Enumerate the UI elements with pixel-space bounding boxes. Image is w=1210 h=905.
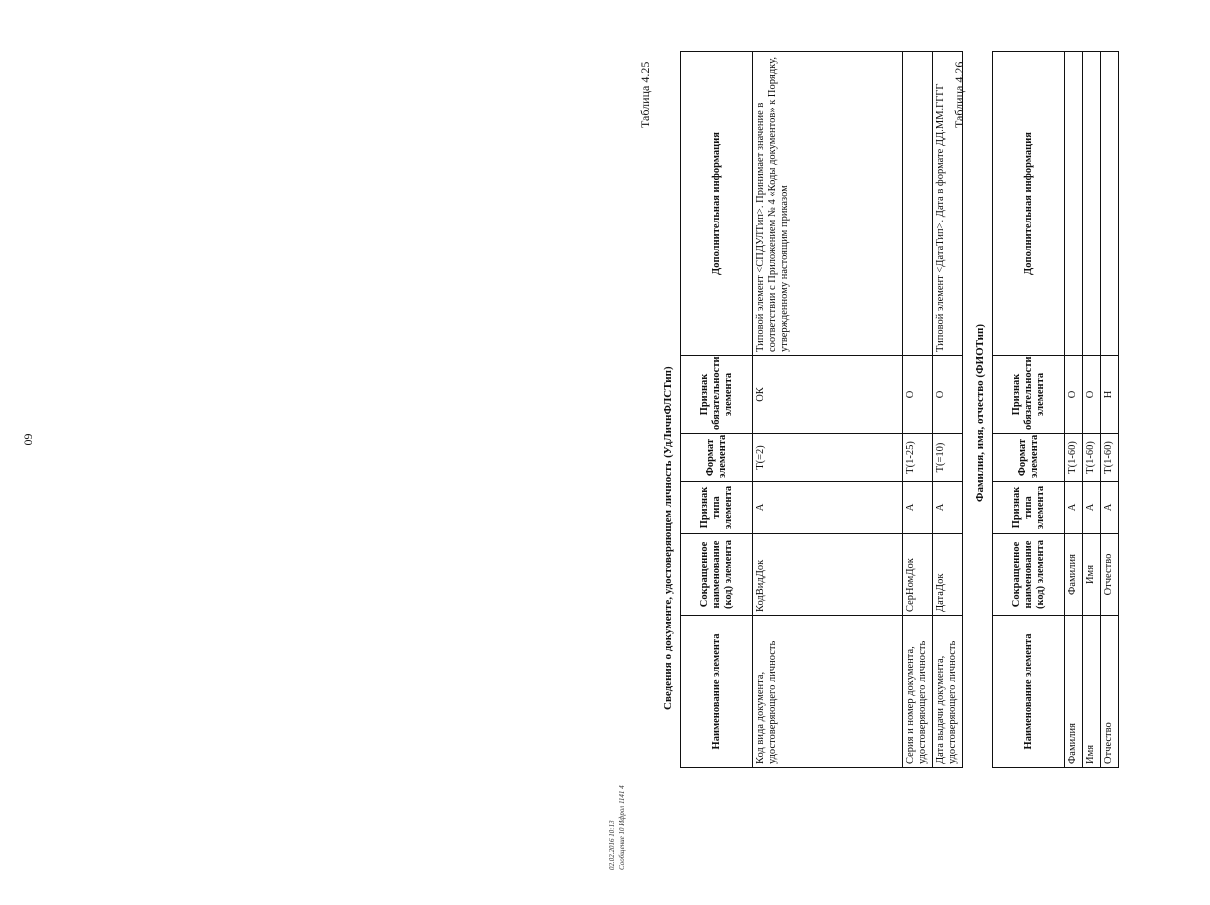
header-info: Дополнительная информация [993, 52, 1065, 356]
cell-format: Т(1-60) [1065, 434, 1083, 482]
cell-required: О [1083, 356, 1101, 434]
stamp-line-2: Сообщение 10 Ифрол 1141 4 [618, 785, 626, 870]
header-required: Признак обязательности элемента [993, 356, 1065, 434]
cell-type: А [903, 482, 933, 534]
cell-format: Т(=10) [933, 434, 963, 482]
header-required: Признак обязательности элемента [681, 356, 753, 434]
cell-code: Фамилия [1065, 534, 1083, 616]
cell-format: Т(1-25) [903, 434, 933, 482]
cell-format: Т(1-60) [1101, 434, 1119, 482]
cell-type: А [753, 482, 903, 534]
header-format: Формат элемента [681, 434, 753, 482]
table-header-row [681, 52, 753, 768]
header-name: Наименование элемента [993, 616, 1065, 768]
cell-format: Т(1-60) [1083, 434, 1101, 482]
cell-name: Дата выдачи документа, удостоверяющего личность [933, 616, 963, 768]
header-code: Сокращенное наименование (код) элемента [681, 534, 753, 616]
cell-name: Отчество [1101, 616, 1119, 768]
rotated-content [630, 40, 1210, 840]
cell-code: СерНомДок [903, 534, 933, 616]
cell-required: О [933, 356, 963, 434]
cell-name: Серия и номер документа, удостоверяющего личность [903, 616, 933, 768]
cell-type: А [1065, 482, 1083, 534]
cell-required: О [903, 356, 933, 434]
cell-type: А [933, 482, 963, 534]
cell-info [1101, 52, 1119, 356]
cell-required: О [1065, 356, 1083, 434]
table-row [933, 52, 963, 768]
header-type: Признак типа элемента [681, 482, 753, 534]
table-4-25 [680, 51, 963, 768]
header-type: Признак типа элемента [993, 482, 1065, 534]
cell-type: А [1083, 482, 1101, 534]
cell-code: Отчество [1101, 534, 1119, 616]
table-header-row [993, 52, 1065, 768]
cell-type: А [1101, 482, 1119, 534]
header-code: Сокращенное наименование (код) элемента [993, 534, 1065, 616]
registration-stamp [604, 720, 630, 870]
cell-code: Имя [1083, 534, 1101, 616]
cell-name: Фамилия [1065, 616, 1083, 768]
header-name: Наименование элемента [681, 616, 753, 768]
table-title-4-25: Сведения о документе, удостоверяющем личность (УдЛичнФЛСТип) [662, 366, 674, 710]
table-title-4-26: Фамилия, имя, отчество (ФИОТип) [974, 323, 986, 502]
table-row [1083, 52, 1101, 768]
header-info: Дополнительная информация [681, 52, 753, 356]
cell-name: Код вида документа, удостоверяющего личность [753, 616, 903, 768]
cell-info: Типовой элемент <ДатаТип>. Дата в формате ДД.ММ.ГГГГ [933, 52, 963, 356]
header-format: Формат элемента [993, 434, 1065, 482]
cell-required: ОК [753, 356, 903, 434]
table-4-26 [992, 51, 1119, 768]
cell-info [1065, 52, 1083, 356]
stamp-line-1: 02.02.2016 10:13 [608, 820, 616, 870]
cell-info: Типовой элемент <СПДУЛТип>. Принимает значение в соответствии с Приложением № 4 «Коды документов» к Порядку, утвержденному настоящим приказом [753, 52, 903, 356]
cell-info [903, 52, 933, 356]
cell-name: Имя [1083, 616, 1101, 768]
table-row [903, 52, 933, 768]
table-label-4-25: Таблица 4.25 [638, 61, 652, 128]
table-label-4-26: Таблица 4.26 [952, 61, 966, 128]
cell-code: КодВидДок [753, 534, 903, 616]
cell-format: Т(=2) [753, 434, 903, 482]
cell-info [1083, 52, 1101, 356]
table-row [753, 52, 903, 768]
cell-required: Н [1101, 356, 1119, 434]
table-row [1065, 52, 1083, 768]
page-number: 60 [21, 433, 36, 446]
cell-code: ДатаДок [933, 534, 963, 616]
table-row [1101, 52, 1119, 768]
